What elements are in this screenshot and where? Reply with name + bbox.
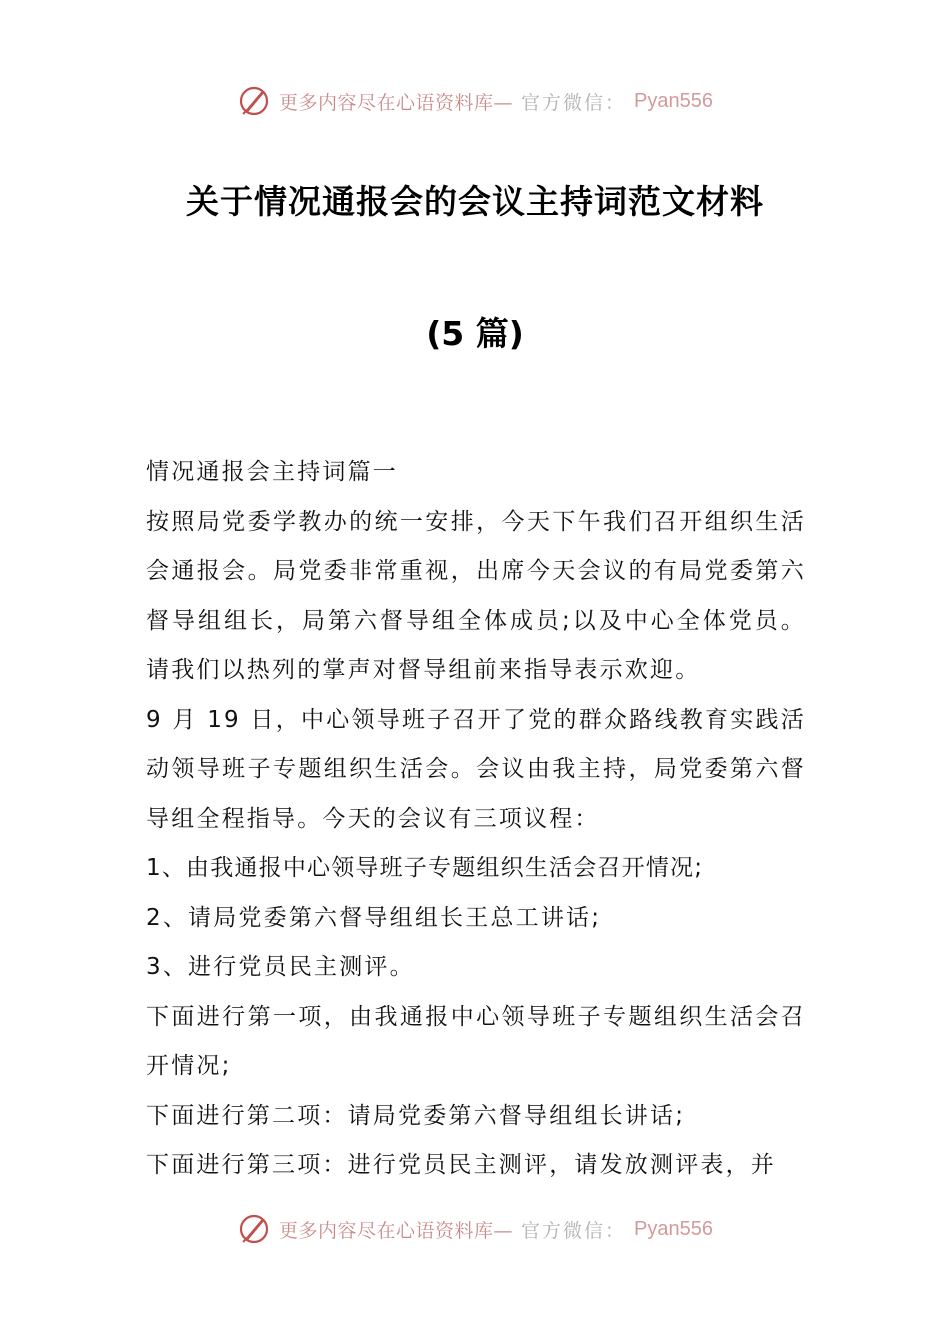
agenda-item: 1、由我通报中心领导班子专题组织生活会召开情况; (146, 855, 704, 881)
paragraph: 下面进行第一项，由我通报中心领导班子专题组织生活会召开情况; (146, 1003, 806, 1079)
paragraph: 下面进行第三项：进行党员民主测评，请发放测评表，并 (146, 1152, 776, 1178)
document-subtitle: (5 篇) (426, 314, 524, 353)
document-title: 关于情况通报会的会议主持词范文材料 (186, 182, 764, 221)
agenda-item: 2、请局党委第六督导组组长王总工讲话; (146, 904, 602, 931)
section-heading: 情况通报会主持词篇一 (146, 459, 398, 485)
watermark-wechat-id: Pyan556 (634, 89, 713, 112)
footer-watermark (0, 1212, 950, 1246)
watermark-text: 更多内容尽在心语资料库— (279, 91, 514, 114)
document-body (146, 448, 806, 1191)
quill-logo-icon (237, 84, 271, 118)
watermark-text: 更多内容尽在心语资料库— (279, 1219, 514, 1242)
header-watermark (0, 84, 950, 118)
paragraph: 下面进行第二项：请局党委第六督导组组长讲话; (146, 1102, 686, 1129)
watermark-wechat-label: 官方微信： (521, 1219, 627, 1242)
agenda-item: 3、进行党员民主测评。 (146, 954, 415, 980)
watermark-wechat-label: 官方微信： (521, 91, 627, 114)
quill-logo-icon (237, 1212, 271, 1246)
watermark-wechat-id: Pyan556 (634, 1217, 713, 1240)
paragraph: 9 月 19 日，中心领导班子召开了党的群众路线教育实践活动领导班子专题组织生活会。会议由我主持，局党委第六督导组全程指导。今天的会议有三项议程： (146, 706, 806, 832)
paragraph: 按照局党委学教办的统一安排，今天下午我们召开组织生活会通报会。局党委非常重视，出席今天会议的有局党委第六督导组组长，局第六督导组全体成员;以及中心全体党员。请我们以热列的掌声对督导组前来指导表示欢迎。 (146, 508, 806, 683)
